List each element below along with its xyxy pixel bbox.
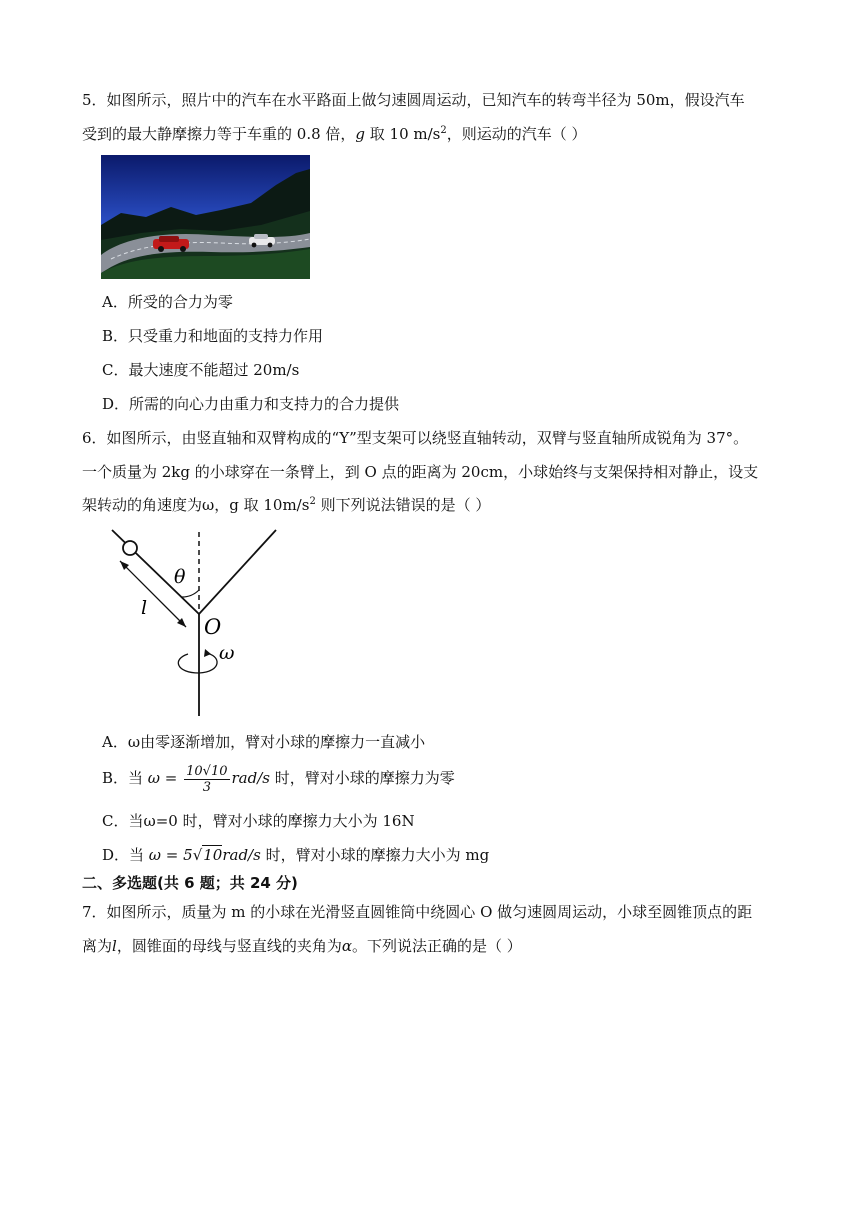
rotation-arrow-icon	[178, 653, 217, 673]
q5-option-c: C．最大速度不能超过 20m/s	[102, 361, 300, 379]
q5-stem-text-b: 取 10 m/s	[365, 125, 441, 143]
q6-option-d-omega: ω = 5	[148, 846, 193, 864]
q6-option-d-prefix: D．当	[102, 846, 149, 864]
q5-option-a: A．所受的合力为零	[102, 293, 233, 311]
q5-option-d: D．所需的向心力由重力和支持力的合力提供	[102, 395, 400, 413]
q5-car-photo	[101, 155, 310, 279]
theta-label: θ	[174, 566, 186, 588]
q6-option-b-unit: rad/s	[231, 769, 270, 787]
right-arm	[199, 530, 276, 614]
angle-arc	[182, 590, 199, 597]
q6-option-d-unit: rad/s	[222, 846, 261, 864]
q5-superscript: 2	[440, 125, 447, 136]
q6-y-bracket-diagram	[108, 528, 288, 718]
q6-stem-line1: 6．如图所示，由竖直轴和双臂构成的“Y”型支架可以绕竖直轴转动，双臂与竖直轴所成锐角为 37°。	[82, 429, 749, 447]
q7-alpha-symbol: α	[341, 937, 352, 955]
q6-option-d-suffix: 时，臂对小球的摩擦力大小为 mg	[260, 846, 490, 864]
q7-stem-line1: 7．如图所示，质量为 m 的小球在光滑竖直圆锥筒中绕圆心 O 做匀速圆周运动，小球至圆锥顶点的距	[82, 903, 753, 921]
fraction-denominator: 3	[202, 779, 211, 795]
q6-option-c: C．当ω=0 时，臂对小球的摩擦力大小为 16N	[102, 812, 415, 830]
q5-stem-line2	[82, 124, 587, 144]
q7-stem-text-b: ，圆锥面的母线与竖直线的夹角为	[116, 937, 342, 955]
q6-option-b-fraction	[184, 764, 229, 795]
q5-stem-text-a: 受到的最大静摩擦力等于车重的 0.8 倍，	[82, 125, 356, 143]
ball-icon	[123, 541, 137, 555]
q6-option-d-radicand: 10	[203, 846, 223, 864]
q5-option-b: B．只受重力和地面的支持力作用	[102, 327, 324, 345]
car-on-curved-road-image	[101, 155, 310, 279]
l-label: l	[141, 597, 148, 619]
q6-stem-line3	[82, 495, 490, 515]
q7-l-symbol: l	[112, 937, 117, 955]
fraction-numerator: 10√10	[186, 763, 228, 779]
q6-option-b-prefix: B．当	[102, 769, 148, 787]
q6-option-d	[102, 845, 489, 865]
omega-label: ω	[219, 642, 235, 664]
q6-option-a: A．ω由零逐渐增加，臂对小球的摩擦力一直减小	[102, 733, 426, 751]
o-label: O	[204, 615, 222, 639]
q7-stem-text-c: 。下列说法正确的是（ ）	[351, 937, 522, 955]
q6-stem-line2: 一个质量为 2kg 的小球穿在一条臂上，到 O 点的距离为 20cm，小球始终与支架保持相对静止，设支	[82, 463, 759, 481]
q6-stem-text-b: 则下列说法错误的是（ ）	[315, 496, 491, 514]
section-title-multiple-choice: 二、多选题(共 6 题；共 24 分)	[82, 874, 298, 892]
q7-stem-text-a: 离为	[82, 937, 113, 955]
q6-stem-text-a: 架转动的角速度为ω，g 取 10m/s	[82, 496, 310, 514]
q5-stem-text-c: ，则运动的汽车（ ）	[446, 125, 587, 143]
q7-stem-line2	[82, 936, 522, 956]
q6-option-b	[102, 760, 455, 796]
y-bracket-figure	[108, 528, 288, 718]
q6-option-b-omega: ω =	[147, 769, 183, 787]
q6-superscript: 2	[309, 496, 316, 507]
q5-stem-line1: 5．如图所示，照片中的汽车在水平路面上做匀速圆周运动，已知汽车的转弯半径为 50m，假设汽车	[82, 91, 745, 109]
q5-g-symbol: g	[355, 125, 366, 143]
q6-option-b-suffix: 时，臂对小球的摩擦力为零	[269, 769, 455, 787]
sqrt-symbol: √	[192, 846, 203, 864]
rotation-arrowhead	[204, 649, 211, 657]
